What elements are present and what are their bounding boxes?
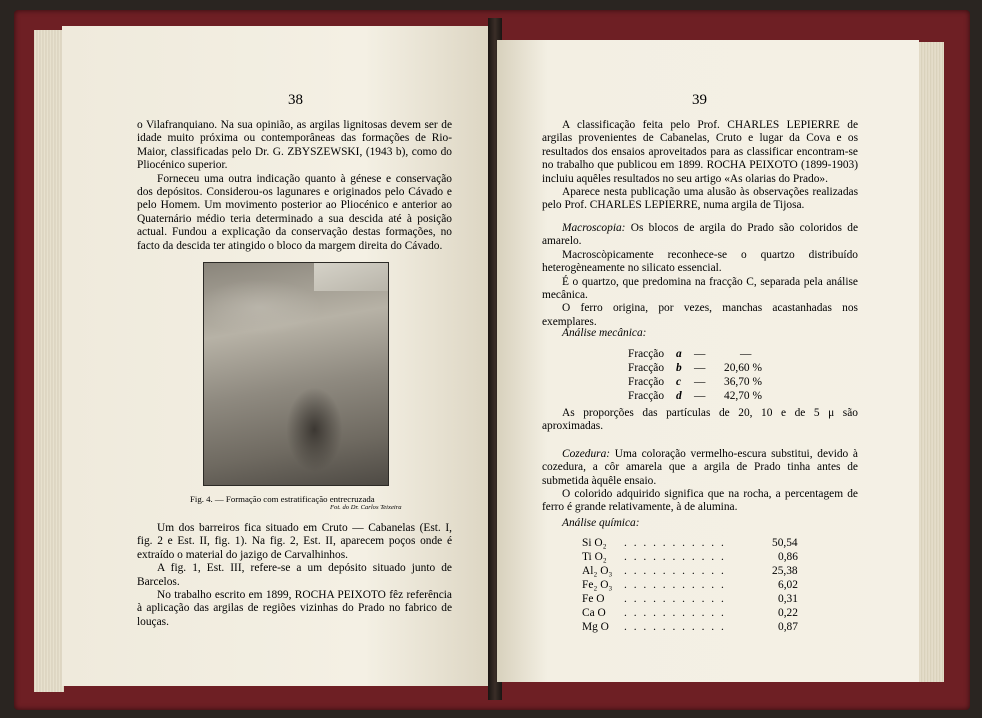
paragraph: No trabalho escrito em 1899, ROCHA PEIXOTO fêz referência à aplicação das argilas de regiões vizinhas do Prado no fabrico de louças. <box>137 589 452 628</box>
chem-formula: Fe₂ O₃ <box>582 579 613 591</box>
paragraph: A classificação feita pelo Prof. CHARLES LEPIERRE de argilas provenientes de Cabanelas, Cruto e lugar da Cova e os resultados dos ensaios aproveitados para as classificar encontram-se no trabalho que publicou em 1899. ROCHA PEIXOTO (1899-1903) incluiu aquêles resultados no seu artigo «As olarias do Prado». <box>542 119 858 185</box>
chem-dots: . . . . . . . . . . . <box>624 579 726 591</box>
fraction-letter: c <box>676 376 682 388</box>
chem-formula: Fe O <box>582 593 605 605</box>
figure-caption: Fig. 4. — Formação com estratificação entrecruzada <box>190 494 375 504</box>
fraction-value: 20,60 % <box>724 362 762 374</box>
chem-value: 0,31 <box>778 593 798 605</box>
fraction-dash: — <box>694 362 706 374</box>
table-row <box>582 607 798 619</box>
paragraph: A fig. 1, Est. III, refere-se a um depósito situado junto de Barcelos. <box>137 562 452 588</box>
table-row <box>582 593 798 605</box>
chem-formula: Al₂ O₃ <box>582 565 613 577</box>
paragraph: o Vilafranquiano. Na sua opinião, as argilas lignitosas devem ser de idade muito próxima ou contemporâneas das formações de Rio-Maior, classificadas pelo Dr. G. ZBYSZEWSKI, (1943 b), como do Pliocénico superior. <box>137 119 452 172</box>
table-row <box>582 537 798 549</box>
figure-photo <box>203 262 389 486</box>
paragraph: Forneceu uma outra indicação quanto à génese e conservação dos depósitos. Considerou-os lagunares e originados pelo Cávado e pelo Homem. Um movimento posterior ao Pliocénico e anterior ao Quaternário médio teria determinado a sua descida até à posição actual. Fundou a explicação da conservação destas formações, no facto da descida ter atingido o bloco da margem direita do Cávado. <box>137 172 452 252</box>
chem-dots: . . . . . . . . . . . <box>624 593 726 605</box>
macroscopia-text: Os blocos de argila do Prado são coloridos de amarelo. <box>542 222 858 248</box>
photo-sky <box>314 263 388 291</box>
table-row <box>582 621 798 633</box>
page-edges-left <box>34 30 64 692</box>
left-text-top <box>137 119 452 253</box>
table-row <box>582 579 798 591</box>
chem-formula: Mg O <box>582 621 609 633</box>
fraction-letter: a <box>676 348 682 360</box>
chem-value: 0,86 <box>778 551 798 563</box>
chem-formula: Si O₂ <box>582 537 607 549</box>
table-row <box>628 390 762 402</box>
chem-dots: . . . . . . . . . . . <box>624 607 726 619</box>
fraction-dash: — <box>694 348 706 360</box>
fraction-label: Fracção <box>628 376 665 388</box>
left-page-number: 38 <box>288 92 303 108</box>
quimica-heading: Análise química: <box>562 517 640 529</box>
fraction-label: Fracção <box>628 348 665 360</box>
paragraph: Macroscòpicamente reconhece-se o quartzo distribuído heterogèneamente no silicato essencial. <box>542 248 858 275</box>
paragraph: Um dos barreiros fica situado em Cruto — Cabanelas (Est. I, fig. 2 e Est. II, fig. 1). Na fig. 2, Est. II, aparecem poços onde é extraído o material do jazigo de Carvalhinhos. <box>137 522 452 561</box>
chem-value: 0,87 <box>778 621 798 633</box>
chem-dots: . . . . . . . . . . . <box>624 551 726 563</box>
paragraph: As proporções das partículas de 20, 10 e de 5 μ são aproximadas. <box>542 407 858 433</box>
chem-formula: Ca O <box>582 607 606 619</box>
fraction-value: — <box>740 348 752 360</box>
paragraph: O colorido adquirido significa que na rocha, a percentagem de ferro é grande relativamente, à de alumina. <box>542 488 858 514</box>
fraction-label: Fracção <box>628 390 665 402</box>
table-row <box>628 348 752 360</box>
chem-value: 6,02 <box>778 579 798 591</box>
chem-value: 25,38 <box>772 565 798 577</box>
fraction-value: 36,70 % <box>724 376 762 388</box>
table-row <box>628 376 762 388</box>
fraction-letter: d <box>676 390 682 402</box>
chem-value: 50,54 <box>772 537 798 549</box>
chem-dots: . . . . . . . . . . . <box>624 537 726 549</box>
paragraph: O ferro origina, por vezes, manchas acastanhadas nos exemplares. <box>542 302 858 328</box>
fractions-table <box>628 348 788 404</box>
right-page-number: 39 <box>692 92 707 108</box>
table-row <box>582 551 798 563</box>
chem-dots: . . . . . . . . . . . <box>624 621 726 633</box>
fraction-letter: b <box>676 362 682 374</box>
mecanica-heading: Análise mecânica: <box>562 327 647 339</box>
table-row <box>582 565 798 577</box>
fraction-dash: — <box>694 376 706 388</box>
cozedura-label: Cozedura: <box>562 447 611 460</box>
left-text-bottom <box>137 522 452 629</box>
paragraph: Aparece nesta publicação uma alusão às observações realizadas pelo Prof. CHARLES LEPIERRE, numa argila de Tijosa. <box>542 186 858 212</box>
right-text-cozedura <box>542 407 858 515</box>
right-text-macroscopia <box>542 222 858 329</box>
cozedura-text: Uma coloração vermelho-escura substitui, devido à cozedura, a côr amarela que a argila de Prado tinha antes de submetida àquêle ensaio. <box>542 447 858 487</box>
paragraph: É o quartzo, que predomina na fracção C, separada pela análise mecânica. <box>542 275 858 302</box>
fraction-dash: — <box>694 390 706 402</box>
table-row <box>628 362 762 374</box>
chem-formula: Ti O₂ <box>582 551 607 563</box>
chem-value: 0,22 <box>778 607 798 619</box>
figure-credit: Fot. do Dr. Carlos Teixeira <box>330 504 402 511</box>
macroscopia-label: Macroscopia: <box>562 222 626 234</box>
right-text-top <box>542 119 858 213</box>
chem-dots: . . . . . . . . . . . <box>624 565 726 577</box>
fraction-value: 42,70 % <box>724 390 762 402</box>
fraction-label: Fracção <box>628 362 665 374</box>
chemistry-table <box>582 537 814 633</box>
